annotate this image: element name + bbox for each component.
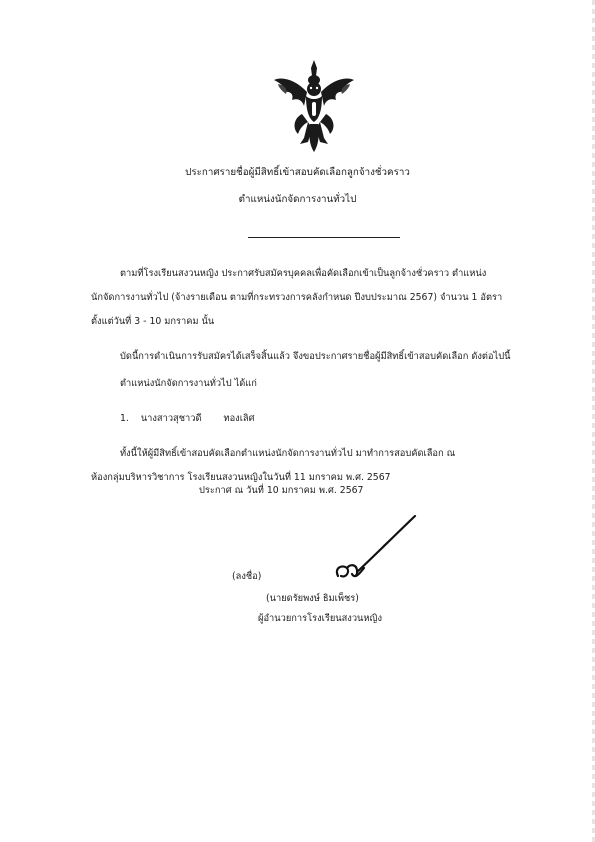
paragraph2-line1: บัดนี้การดำเนินการรับสมัครได้เสร็จสิ้นแล้ว จึงขอประกาศรายชื่อผู้มีสิทธิ์เข้าสอบคัดเลือก ดังต่อไปนี้ bbox=[120, 351, 511, 362]
signer-name: (นายดรัยพงษ์ ธิมเพ็ชร) bbox=[266, 593, 359, 604]
title-divider bbox=[248, 237, 400, 238]
signer-title: ผู้อำนวยการโรงเรียนสงวนหญิง bbox=[258, 613, 382, 624]
candidate-last-name: ทองเลิศ bbox=[223, 413, 255, 424]
paragraph1-line2: นักจัดการงานทั่วไป (จ้างรายเดือน ตามที่กระทรวงการคลังกำหนด ปีงบประมาณ 2567) จำนวน 1 อัตรา bbox=[91, 292, 503, 303]
handwritten-signature bbox=[320, 510, 420, 585]
candidate-first-name: นางสาวสุชาวดี bbox=[140, 413, 202, 424]
announce-date: ประกาศ ณ วันที่ 10 มกราคม พ.ศ. 2567 bbox=[199, 485, 364, 496]
paragraph3-line2: ห้องกลุ่มบริหารวิชาการ โรงเรียนสงวนหญิงในวันที่ 11 มกราคม พ.ศ. 2567 bbox=[91, 472, 391, 483]
paragraph1-line3: ตั้งแต่วันที่ 3 - 10 มกราคม นั้น bbox=[91, 316, 215, 327]
document-title-line1: ประกาศรายชื่อผู้มีสิทธิ์เข้าสอบคัดเลือกลูกจ้างชั่วคราว bbox=[185, 167, 410, 178]
paragraph1-line1: ตามที่โรงเรียนสงวนหญิง ประกาศรับสมัครบุคคลเพื่อคัดเลือกเข้าเป็นลูกจ้างชั่วคราว ตำแหน่ง bbox=[120, 268, 487, 279]
garuda-emblem-icon bbox=[272, 58, 356, 154]
candidate-list-item bbox=[120, 413, 254, 425]
position-label: ตำแหน่งนักจัดการงานทั่วไป ได้แก่ bbox=[120, 378, 257, 389]
sign-label: (ลงชื่อ) bbox=[232, 571, 262, 582]
candidate-number: 1. bbox=[120, 413, 129, 424]
document-title-line2: ตำแหน่งนักจัดการงานทั่วไป bbox=[238, 194, 357, 205]
paragraph3-line1: ทั้งนี้ให้ผู้มีสิทธิ์เข้าสอบคัดเลือกตำแหน่งนักจัดการงานทั่วไป มาทำการสอบคัดเลือก ณ bbox=[120, 448, 456, 459]
